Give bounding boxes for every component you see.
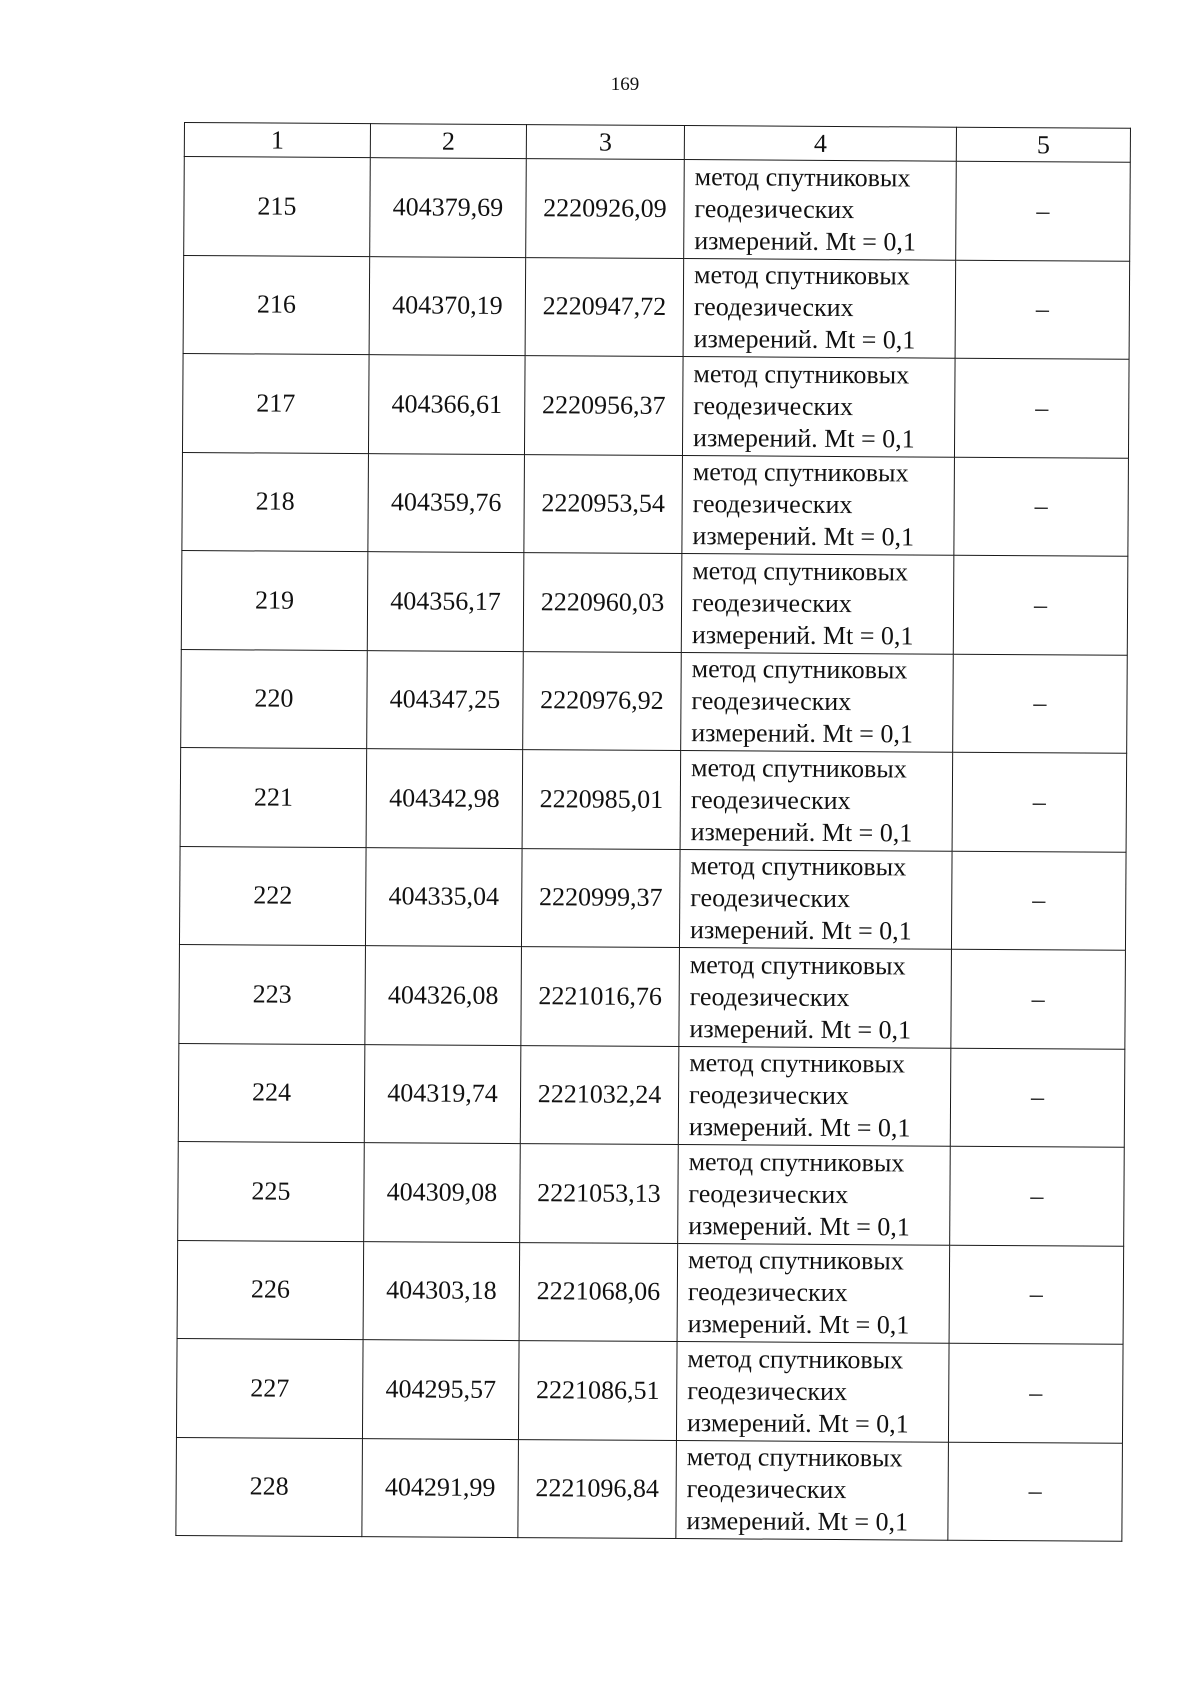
table-row: [182, 452, 1129, 556]
x-coordinate-cell: 404326,08: [365, 946, 522, 1045]
point-number-cell: 216: [183, 255, 370, 355]
table-row: [177, 1240, 1124, 1344]
point-number-cell: 225: [178, 1141, 365, 1241]
method-line: измерений. Mt = 0,1: [686, 1506, 909, 1537]
header-col-4: 4: [684, 126, 956, 162]
header-col-2: 2: [370, 124, 526, 159]
note-cell: –: [950, 1048, 1125, 1148]
method-cell: [678, 1145, 951, 1245]
y-coordinate-cell: 2221096,84: [518, 1439, 677, 1538]
note-cell: –: [951, 851, 1126, 951]
y-coordinate-cell: 2221032,24: [520, 1045, 679, 1144]
method-cell: [678, 1046, 951, 1146]
method-cell: [681, 554, 954, 654]
point-number-cell: 219: [181, 550, 368, 650]
method-line: измерений. Mt = 0,1: [690, 816, 913, 848]
y-coordinate-cell: 2220960,03: [523, 553, 682, 652]
y-coordinate-cell: 2220953,54: [524, 454, 683, 553]
table-row: [180, 747, 1127, 851]
table-body: [176, 157, 1130, 1542]
point-number-cell: 228: [176, 1437, 363, 1537]
method-line: геодезических: [687, 1277, 848, 1308]
x-coordinate-cell: 404379,69: [370, 158, 527, 257]
method-line: измерений. Mt = 0,1: [691, 619, 914, 651]
header-col-3: 3: [526, 125, 684, 160]
method-line: геодезических: [694, 193, 855, 224]
x-coordinate-cell: 404335,04: [365, 847, 522, 946]
method-line: геодезических: [690, 784, 851, 815]
method-line: геодезических: [690, 883, 851, 914]
method-line: измерений. Mt = 0,1: [689, 1013, 912, 1045]
method-line: метод спутниковых: [691, 654, 908, 685]
method-line: метод спутниковых: [686, 1442, 903, 1473]
method-line: геодезических: [689, 981, 850, 1012]
method-line: измерений. Mt = 0,1: [688, 1210, 910, 1242]
x-coordinate-cell: 404370,19: [369, 256, 526, 355]
x-coordinate-cell: 404347,25: [367, 650, 524, 749]
method-cell: [681, 652, 954, 752]
method-line: измерений. Mt = 0,1: [692, 422, 915, 454]
y-coordinate-cell: 2221053,13: [520, 1144, 679, 1243]
method-cell: [684, 160, 957, 260]
table-row: [182, 353, 1129, 457]
method-line: измерений. Mt = 0,1: [688, 1112, 911, 1143]
method-line: метод спутниковых: [687, 1343, 904, 1375]
point-number-cell: 217: [182, 353, 369, 453]
y-coordinate-cell: 2221016,76: [521, 947, 680, 1046]
note-cell: –: [948, 1442, 1123, 1542]
y-coordinate-cell: 2220947,72: [525, 257, 684, 356]
header-col-1: 1: [184, 123, 370, 158]
method-line: геодезических: [687, 1375, 848, 1406]
point-number-cell: 220: [181, 649, 368, 749]
note-cell: –: [951, 949, 1126, 1049]
y-coordinate-cell: 2220926,09: [526, 159, 685, 258]
table-row: [181, 649, 1128, 753]
method-line: измерений. Mt = 0,1: [694, 225, 916, 257]
note-cell: –: [955, 260, 1130, 360]
point-number-cell: 221: [180, 747, 367, 847]
y-coordinate-cell: 2221068,06: [519, 1242, 678, 1341]
header-row: [184, 123, 1130, 163]
note-cell: –: [948, 1343, 1123, 1443]
method-cell: [682, 357, 955, 457]
method-line: геодезических: [688, 1178, 849, 1209]
method-line: геодезических: [691, 587, 852, 618]
table-row: [183, 255, 1130, 359]
method-line: геодезических: [688, 1080, 849, 1111]
method-line: геодезических: [692, 489, 853, 520]
method-line: измерений. Mt = 0,1: [692, 521, 915, 552]
y-coordinate-cell: 2220999,37: [521, 848, 680, 947]
header-col-5: 5: [956, 127, 1130, 162]
note-cell: –: [952, 752, 1127, 852]
method-line: измерений. Mt = 0,1: [686, 1407, 909, 1439]
method-line: метод спутниковых: [687, 1245, 904, 1276]
point-number-cell: 223: [179, 944, 366, 1044]
point-number-cell: 215: [184, 157, 371, 257]
method-line: метод спутниковых: [689, 1048, 906, 1079]
x-coordinate-cell: 404309,08: [364, 1143, 521, 1242]
method-line: измерений. Mt = 0,1: [689, 915, 912, 946]
method-line: геодезических: [691, 686, 852, 717]
x-coordinate-cell: 404366,61: [368, 355, 525, 454]
method-line: метод спутниковых: [693, 260, 910, 291]
table-row: [184, 157, 1131, 261]
note-cell: –: [953, 654, 1128, 754]
method-cell: [683, 258, 956, 358]
method-cell: [682, 455, 955, 555]
note-cell: –: [954, 358, 1129, 458]
point-number-cell: 222: [179, 846, 366, 946]
method-line: геодезических: [693, 390, 854, 421]
method-line: метод спутниковых: [692, 457, 909, 488]
method-cell: [679, 849, 952, 949]
x-coordinate-cell: 404295,57: [362, 1340, 519, 1439]
method-line: измерений. Mt = 0,1: [693, 324, 916, 355]
note-cell: –: [953, 555, 1128, 655]
method-line: метод спутниковых: [690, 851, 907, 882]
table-row: [176, 1437, 1123, 1541]
method-cell: [679, 948, 952, 1048]
point-number-cell: 218: [182, 452, 369, 552]
note-cell: –: [956, 161, 1131, 261]
method-cell: [676, 1342, 949, 1442]
coordinates-table: [175, 122, 1131, 1542]
method-line: геодезических: [686, 1474, 847, 1505]
note-cell: –: [954, 457, 1129, 557]
table-row: [178, 1141, 1125, 1245]
table-row: [176, 1338, 1123, 1442]
method-line: метод спутниковых: [693, 358, 910, 390]
table-row: [178, 1043, 1125, 1147]
y-coordinate-cell: 2220985,01: [522, 750, 681, 849]
x-coordinate-cell: 404291,99: [362, 1438, 519, 1537]
method-line: метод спутниковых: [694, 161, 911, 193]
note-cell: –: [949, 1245, 1124, 1345]
point-number-cell: 226: [177, 1240, 364, 1340]
page-number: 169: [610, 74, 640, 95]
method-line: метод спутниковых: [688, 1146, 905, 1178]
method-cell: [680, 751, 953, 851]
method-cell: [676, 1440, 949, 1540]
y-coordinate-cell: 2221086,51: [518, 1341, 677, 1440]
point-number-cell: 227: [176, 1338, 363, 1438]
method-line: метод спутниковых: [690, 752, 907, 784]
table-row: [179, 944, 1126, 1048]
table-row: [181, 550, 1128, 654]
note-cell: –: [950, 1146, 1125, 1246]
method-line: геодезических: [693, 292, 854, 323]
x-coordinate-cell: 404303,18: [363, 1241, 520, 1340]
x-coordinate-cell: 404342,98: [366, 749, 523, 848]
method-line: метод спутниковых: [692, 555, 909, 587]
method-cell: [677, 1243, 950, 1343]
method-line: метод спутниковых: [689, 949, 906, 981]
method-line: измерений. Mt = 0,1: [687, 1309, 910, 1340]
x-coordinate-cell: 404319,74: [364, 1044, 521, 1143]
x-coordinate-cell: 404356,17: [367, 552, 524, 651]
y-coordinate-cell: 2220956,37: [524, 356, 683, 455]
point-number-cell: 224: [178, 1043, 365, 1143]
table-header: [184, 123, 1130, 163]
table-row: [179, 846, 1126, 950]
y-coordinate-cell: 2220976,92: [523, 651, 682, 750]
method-line: измерений. Mt = 0,1: [691, 718, 913, 749]
x-coordinate-cell: 404359,76: [368, 453, 525, 552]
